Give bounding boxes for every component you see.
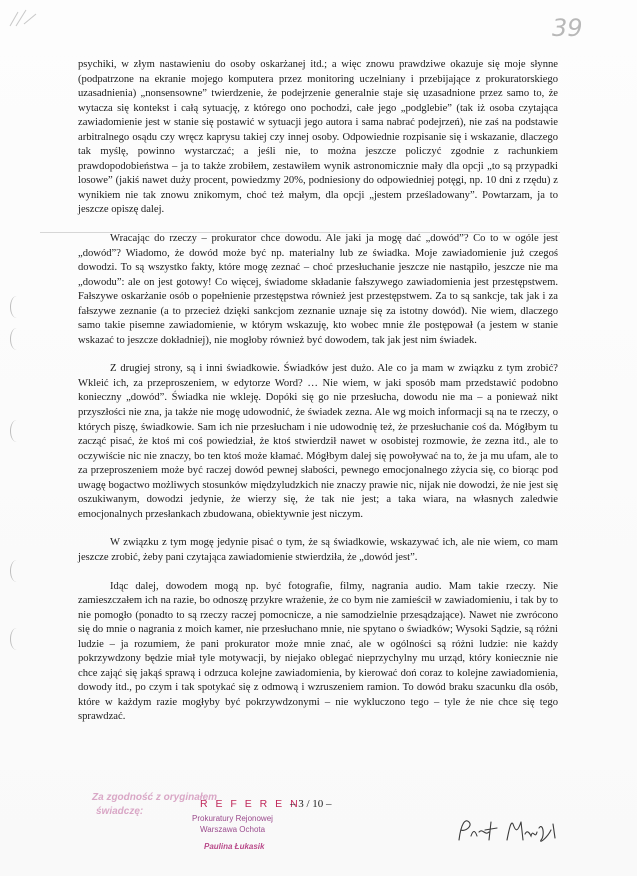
corner-scuff-mark — [6, 6, 46, 30]
stamp-name: Paulina Łukasik — [204, 842, 265, 851]
paragraph: psychiki, w złym nastawieniu do osoby oskarżanej itd.; a więc znowu prawdziwe okazuje się moje słynne (podpatrzone na ekranie mojego komputera przez monitoring uczelniany i przebijające z prokuratorskiego uzasadnienia) „nonsensowne” twierdzenie, że podejrzenie generalnie staje się uzasadnione przez samo to, że wytacza się kontekst i całą sytuację, z którego ono pochodzi, całe jego „podglebie” (tak iż osoba czytająca zawiadomienie jest w stanie się postawić w sytuacji jego autora i sama nabrać podejrzeń), nie zaś na podstawie arbitralnego osądu czy wręcz kaprysu takiej czy innej osoby. Odpowiednie rozpisanie się i wskazanie, dlaczego tak myślę, powinno wystarczać; a jeśli nie, to można jeszcze policzyć zgodnie z rachunkiem prawdopodobieństwa – ja to także zrobiłem, zestawiłem wynik astronomicznie mały dla opcji „to są przypadki losowe” (jakiś nawet duży procent, powiedzmy 20%, podniesiony do odpowiedniej potęgi, np. 10 dni z rzędu) z wynikiem nie tak znowu znikomym, choć też małym, dla opcji „jestem prześladowany”. Powtarzam, ja to jeszcze opiszę dalej. — [78, 59, 558, 216]
paragraph: Idąc dalej, dowodem mogą np. być fotografie, filmy, nagrania audio. Mam takie rzeczy. Nie zamieszczałem ich na razie, bo odnoszę przykre wrażenie, że co bym nie zamieścił w zawiadomieniu, i tak by to nie pomogło (ponadto to są rzeczy raczej pomocnicze, a nie samodzielnie przesądzające). Nawet nie zwrócono się do mnie o nagrania z moich kamer, nie przesłuchano mnie, nie spytano o świadków; Wysoki Sądzie, są różni ludzie – ja rozumiem, że pani prokurator może mnie znać, ale w ogólności są różni ludzie: nie każdy pokrzywdzony będzie miał tyle motywacji, by niejako oblegać nieprzychylny mu urząd, który koniecznie nie chce zająć się jakąś sprawą i odrzuca kolejne zawiadomienia, by kierować doń coraz to kolejne zawiadomienia, dowody itd., po czym i tak spotykać się z odmową i wzruszeniem ramion. To dowód braku szacunku dla osób, które w każdym razie mogłyby być pokrzywdzonymi – nie wykluczono tego – tyle że nie chce się tego sprawdzać. — [78, 580, 558, 723]
certification-stamp — [92, 790, 332, 860]
punch-hole-mark — [10, 328, 23, 350]
document-body — [78, 58, 558, 725]
stamp-line: Warszawa Ochota — [200, 825, 266, 834]
paragraph: Wracając do rzeczy – prokurator chce dowodu. Ale jaki ja mogę dać „dowód”? Co to w ogóle jest „dowód”? Wiadomo, że dowód może być np. materialny lub ze świadka. Moje zawiadomienie już czegoś dowodzi. To są wszystko fakty, które mogę zeznać – choć przesłuchanie jeszcze nie nastąpiło, jeszcze nie ma „dowodu”: ale on jest gotowy! Co więcej, świadome składanie fałszywego zawiadomienia jest przestępstwem. Fałszywe oskarżanie osób o popełnienie przestępstwa również jest przestępstwem. Za to są sankcje, tak jak i za fałszywe zeznanie (a to przecież dzięki sankcjom zeznanie uznaje się za istotny dowód). Nie wiem, dlaczego samo takie pisemne zawiadomienie, w którym wskazuję, kto wobec mnie źle postępował (a jestem w stanie wskazać to jeszcze dokładniej), nie mogłoby również być dowodem, tak jak jest nim świadek. — [78, 233, 558, 346]
stamp-faded-line: świadczę: — [96, 806, 144, 817]
handwritten-page-number: 39 — [552, 14, 583, 42]
stamp-title: R E F E R E N — [200, 798, 301, 810]
handwritten-signature — [455, 810, 565, 850]
paragraph: W związku z tym mogę jedynie pisać o tym, że są świadkowie, wskazywać ich, ale nie wiem, co mam jeszcze zrobić, żeby pani czytająca zawiadomienie stwierdziła, że „dowód jest”. — [78, 537, 558, 563]
punch-hole-mark — [10, 628, 23, 650]
punch-hole-mark — [10, 560, 23, 582]
stamp-line: Prokuratury Rejonowej — [192, 814, 273, 823]
punch-hole-mark — [10, 420, 23, 442]
stamp-faded-line: Za zgodność z oryginałem — [92, 792, 218, 803]
punch-hole-mark — [10, 296, 23, 318]
paragraph: Z drugiej strony, są i inni świadkowie. Świadków jest dużo. Ale co ja mam w związku z tym zrobić? Wkleić ich, za przeproszeniem, w edytorze Word? … Nie wiem, w jaki sposób mam przedstawić podobno konieczny „dowód”. Świadka nie wkleję. Dopóki się go nie przesłucha, dowodu nie ma – a ponieważ nikt przyszłości nie zna, ja także nie mogę udowodnić, że świadek zezna. Ale wg moich informacji są na te rzeczy, o których piszę, świadkowie. Sam ich nie przesłucham i nie udowodnię też, że przesłuchanie coś da. Mógłbym tu zacząć pisać, że ktoś mi coś powiedział, że ktoś stwierdził nawet w osobistej rozmowie, że zezna itd., ale to oczywiście nic nie znaczy, bo ten ktoś może kłamać. Mógłbym dalej się powoływać na to, że ja mu ufam, ale to za przeproszeniem może być raczej dowód pewnej słabości, pewnego emocjonalnego zżycia się, co biorąc pod uwagę bogactwo możliwych stosunków międzyludzkich nie znaczy prawie nic, nijak nie dowodzi, że nie jest się oszukiwanym, dowodzi jedynie, że wierzy się, że tak nie jest; a taka wiara, na własnych zaledwie emocjonalnych przesłankach zbudowana, obiektywnie jest niczym. — [78, 363, 558, 520]
stamp-page-number: – 3 / 10 – — [290, 798, 332, 810]
